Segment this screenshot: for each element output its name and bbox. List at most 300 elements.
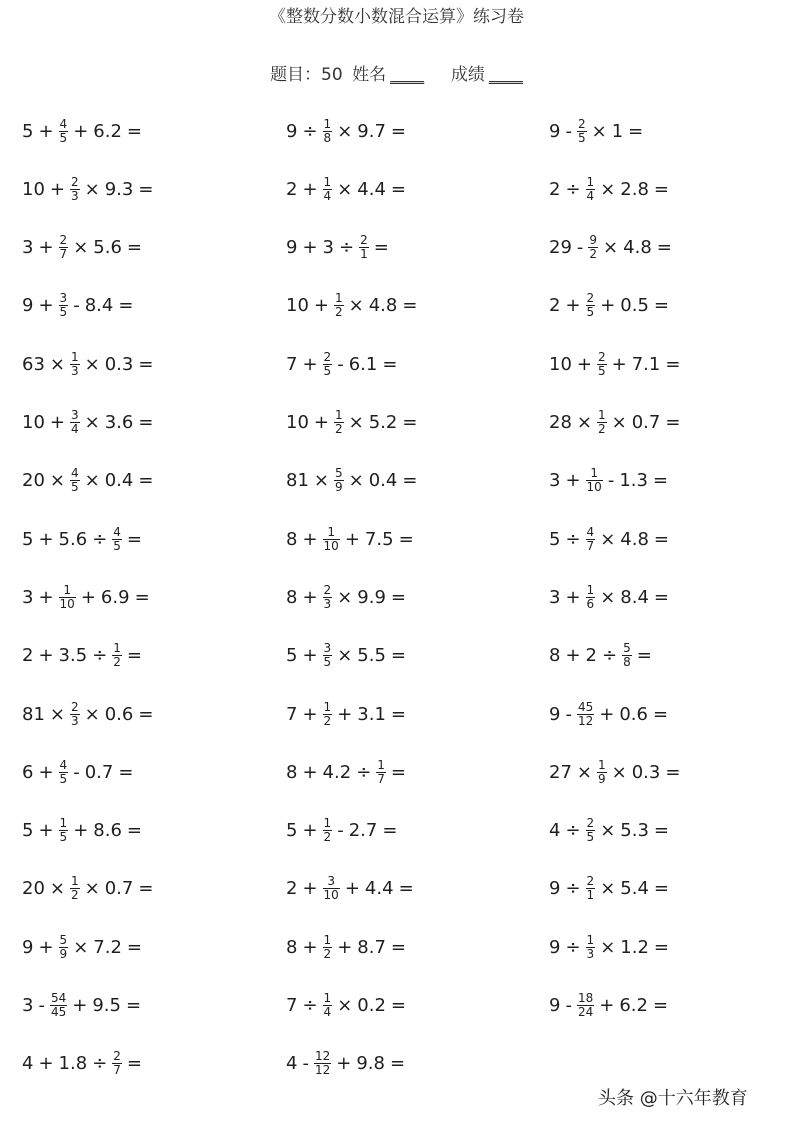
fraction-numerator: 2 bbox=[360, 233, 368, 248]
expression-token: 10 bbox=[286, 412, 309, 433]
expression-token: 5.5 bbox=[357, 645, 386, 667]
fraction-numerator: 2 bbox=[586, 874, 595, 889]
expression-token: 9 bbox=[549, 995, 561, 1016]
fraction-numerator: 2 bbox=[577, 116, 586, 131]
expression-token: 5.2 bbox=[368, 412, 398, 433]
expression-token: ÷ bbox=[565, 936, 581, 958]
fraction-numerator: 1 bbox=[323, 991, 332, 1005]
expression-token: 63 bbox=[22, 353, 45, 375]
problem-item bbox=[22, 746, 138, 798]
fraction-denominator: 5 bbox=[577, 130, 586, 145]
expression-token: 3 bbox=[22, 995, 34, 1016]
expression-token: = bbox=[653, 178, 670, 200]
fraction-denominator: 2 bbox=[323, 946, 332, 961]
expression-token: 0.3 bbox=[104, 353, 134, 375]
fraction bbox=[59, 292, 69, 319]
expression-token: 2 bbox=[549, 178, 561, 200]
fraction-numerator: 2 bbox=[71, 699, 79, 714]
expression-token: = bbox=[390, 586, 407, 608]
fraction-denominator: 10 bbox=[323, 888, 339, 903]
expression-token: - bbox=[302, 1053, 309, 1075]
fraction-numerator: 1 bbox=[323, 816, 332, 831]
expression-token: - bbox=[38, 995, 45, 1016]
fraction-denominator: 2 bbox=[598, 422, 606, 436]
fraction-denominator: 5 bbox=[59, 305, 68, 320]
problem-item bbox=[22, 397, 158, 449]
expression-token: + bbox=[49, 178, 65, 200]
expression-token: × bbox=[337, 178, 353, 200]
expression-token: = bbox=[134, 586, 150, 608]
fraction bbox=[586, 875, 596, 902]
expression-token: = bbox=[138, 178, 154, 200]
expression-token: 7 bbox=[286, 703, 298, 725]
expression-token: 2 bbox=[286, 178, 298, 200]
expression-token: 7 bbox=[286, 995, 298, 1016]
expression-token: × bbox=[611, 412, 627, 433]
expression-token: 8 bbox=[549, 645, 561, 667]
fraction bbox=[323, 817, 333, 844]
expression-token: = bbox=[138, 470, 154, 492]
fraction-numerator: 1 bbox=[323, 116, 332, 131]
fraction bbox=[334, 467, 344, 494]
fraction-numerator: 45 bbox=[577, 699, 594, 714]
problem-item bbox=[549, 863, 674, 915]
fraction-denominator: 4 bbox=[323, 1005, 332, 1019]
expression-token: 4.8 bbox=[620, 528, 649, 550]
fraction-denominator: 9 bbox=[59, 946, 68, 961]
expression-token: ÷ bbox=[92, 1053, 108, 1075]
expression-token: 3.5 bbox=[58, 645, 88, 667]
expression-token: × bbox=[84, 703, 100, 725]
problem-item bbox=[549, 980, 673, 1032]
expression-token: 5 bbox=[22, 528, 34, 550]
expression-token: + bbox=[302, 353, 318, 375]
expression-token: 4.4 bbox=[357, 178, 386, 200]
expression-token: + bbox=[302, 237, 318, 259]
expression-token: + bbox=[302, 761, 318, 783]
fraction-numerator: 2 bbox=[113, 1049, 121, 1064]
fraction-denominator: 5 bbox=[59, 830, 68, 845]
problem-item bbox=[22, 163, 158, 215]
problem-item bbox=[286, 863, 419, 915]
expression-token: 7.2 bbox=[93, 936, 122, 958]
problem-item bbox=[549, 571, 674, 623]
expression-token: × bbox=[337, 120, 353, 142]
expression-token: 8.4 bbox=[84, 295, 114, 317]
expression-token: = bbox=[126, 820, 143, 842]
score-label: 成绩 bbox=[450, 65, 485, 85]
expression-token: 10 bbox=[22, 412, 45, 433]
expression-token: × bbox=[73, 237, 89, 259]
fraction bbox=[323, 526, 340, 553]
expression-token: × bbox=[576, 412, 592, 433]
fraction-numerator: 1 bbox=[586, 174, 595, 189]
fraction bbox=[588, 234, 598, 261]
fraction bbox=[334, 409, 344, 436]
expression-token: = bbox=[390, 761, 407, 783]
fraction bbox=[323, 176, 333, 203]
expression-token: 3 bbox=[22, 586, 34, 608]
expression-token: = bbox=[402, 412, 418, 433]
problem-item bbox=[549, 805, 674, 857]
fraction-numerator: 2 bbox=[71, 174, 79, 189]
fraction-denominator: 5 bbox=[323, 655, 332, 670]
expression-token: = bbox=[390, 703, 407, 725]
fraction-denominator: 2 bbox=[113, 655, 121, 670]
fraction bbox=[323, 642, 333, 669]
expression-token: 5 bbox=[549, 528, 561, 550]
expression-token: 3 bbox=[322, 237, 334, 259]
fraction-denominator: 2 bbox=[589, 247, 598, 262]
expression-token: 9.3 bbox=[104, 178, 134, 200]
expression-token: × bbox=[337, 645, 353, 667]
fraction bbox=[597, 409, 607, 436]
fraction-numerator: 1 bbox=[71, 874, 79, 889]
name-blank[interactable]: ____ bbox=[390, 65, 425, 85]
question-count: 题目：50 bbox=[270, 65, 343, 85]
problem-item bbox=[22, 513, 147, 565]
expression-token: - bbox=[607, 470, 615, 492]
expression-token: × bbox=[600, 528, 616, 550]
expression-token: 4 bbox=[22, 1053, 34, 1075]
expression-token: = bbox=[652, 995, 669, 1016]
fraction-denominator: 7 bbox=[586, 538, 595, 553]
fraction-numerator: 1 bbox=[59, 816, 68, 831]
fraction-denominator: 12 bbox=[577, 713, 594, 728]
expression-token: 2 bbox=[22, 645, 34, 667]
expression-token: 9.9 bbox=[357, 586, 386, 608]
fraction bbox=[112, 1050, 122, 1077]
expression-token: = bbox=[125, 995, 142, 1016]
expression-token: + bbox=[565, 295, 581, 317]
expression-token: - bbox=[576, 237, 584, 259]
fraction-numerator: 1 bbox=[598, 408, 606, 422]
expression-token: 4.8 bbox=[623, 237, 652, 259]
expression-token: + bbox=[73, 120, 89, 142]
fraction-denominator: 10 bbox=[323, 538, 339, 553]
expression-token: + bbox=[576, 353, 592, 375]
fraction-numerator: 3 bbox=[327, 874, 335, 889]
fraction bbox=[577, 992, 594, 1019]
fraction-denominator: 2 bbox=[323, 713, 332, 728]
expression-token: = bbox=[138, 412, 154, 433]
expression-token: 3 bbox=[22, 237, 34, 259]
fraction bbox=[586, 934, 596, 961]
expression-token: = bbox=[126, 1053, 143, 1075]
expression-token: = bbox=[126, 237, 143, 259]
fraction-numerator: 3 bbox=[323, 641, 332, 656]
expression-token: 5.4 bbox=[620, 878, 649, 900]
expression-token: + bbox=[302, 936, 318, 958]
problem-item bbox=[286, 163, 411, 215]
fraction bbox=[323, 701, 333, 728]
expression-token: 1.8 bbox=[58, 1053, 88, 1075]
expression-token: 0.4 bbox=[368, 470, 398, 492]
expression-token: 2 bbox=[286, 878, 298, 900]
expression-token: 81 bbox=[286, 470, 309, 492]
expression-token: = bbox=[398, 528, 414, 550]
fraction-denominator: 24 bbox=[577, 1005, 594, 1019]
expression-token: 8 bbox=[286, 761, 298, 783]
expression-token: 0.4 bbox=[104, 470, 134, 492]
fraction-denominator: 1 bbox=[586, 888, 595, 903]
problem-item bbox=[286, 280, 422, 332]
fraction-numerator: 3 bbox=[71, 408, 79, 422]
fraction-denominator: 2 bbox=[323, 830, 332, 845]
expression-token: + bbox=[599, 703, 615, 725]
expression-token: 0.7 bbox=[104, 878, 134, 900]
expression-token: × bbox=[603, 237, 619, 259]
expression-token: = bbox=[653, 295, 670, 317]
expression-token: - bbox=[337, 353, 344, 375]
fraction-numerator: 1 bbox=[586, 932, 595, 947]
fraction-numerator: 1 bbox=[335, 408, 343, 422]
expression-token: 29 bbox=[549, 237, 572, 259]
expression-token: × bbox=[84, 878, 100, 900]
fraction-denominator: 5 bbox=[598, 363, 606, 378]
expression-token: - bbox=[565, 703, 572, 725]
problem-item bbox=[549, 513, 674, 565]
expression-token: + bbox=[565, 470, 581, 492]
problem-item bbox=[22, 921, 147, 973]
expression-token: + bbox=[599, 995, 615, 1016]
problem-item bbox=[22, 280, 138, 332]
expression-token: = bbox=[118, 295, 134, 317]
fraction-numerator: 4 bbox=[71, 466, 79, 481]
problem-item bbox=[549, 397, 685, 449]
expression-token: × bbox=[348, 295, 364, 317]
expression-token: + bbox=[565, 645, 581, 667]
expression-token: ÷ bbox=[92, 645, 108, 667]
expression-token: ÷ bbox=[565, 878, 581, 900]
fraction-numerator: 1 bbox=[323, 699, 332, 714]
expression-token: = bbox=[138, 353, 154, 375]
expression-token: 8.4 bbox=[620, 586, 649, 608]
expression-token: × bbox=[49, 878, 65, 900]
expression-token: ÷ bbox=[92, 528, 108, 550]
expression-token: 3.6 bbox=[104, 412, 134, 433]
expression-token: × bbox=[591, 120, 607, 142]
fraction-denominator: 5 bbox=[586, 305, 595, 320]
problem-item bbox=[286, 921, 411, 973]
expression-token: 3 bbox=[549, 470, 561, 492]
problem-item bbox=[286, 397, 422, 449]
expression-token: = bbox=[402, 295, 418, 317]
expression-token: 2.8 bbox=[620, 178, 649, 200]
expression-token: 7.5 bbox=[364, 528, 394, 550]
expression-token: 9 bbox=[549, 936, 561, 958]
expression-token: 5 bbox=[286, 645, 298, 667]
fraction-denominator: 3 bbox=[71, 363, 79, 378]
expression-token: 10 bbox=[286, 295, 309, 317]
expression-token: = bbox=[382, 820, 398, 842]
fraction-denominator: 4 bbox=[586, 188, 595, 203]
expression-token: × bbox=[313, 470, 329, 492]
expression-token: - bbox=[73, 761, 80, 783]
fraction bbox=[586, 467, 603, 494]
fraction bbox=[112, 642, 122, 669]
expression-token: × bbox=[348, 470, 364, 492]
problem-item bbox=[549, 746, 685, 798]
problem-item bbox=[22, 222, 147, 274]
expression-token: 9.5 bbox=[92, 995, 121, 1016]
expression-token: + bbox=[302, 878, 318, 900]
expression-token: 6.1 bbox=[348, 353, 378, 375]
fraction-numerator: 4 bbox=[59, 116, 68, 131]
problem-item bbox=[286, 222, 394, 274]
expression-token: + bbox=[313, 295, 329, 317]
fraction bbox=[50, 992, 67, 1019]
problem-item bbox=[286, 746, 411, 798]
expression-token: = bbox=[656, 237, 672, 259]
fraction bbox=[323, 934, 333, 961]
expression-token: = bbox=[118, 761, 134, 783]
expression-token: + bbox=[313, 412, 329, 433]
fraction-denominator: 2 bbox=[71, 888, 79, 903]
fraction-numerator: 12 bbox=[314, 1049, 331, 1064]
expression-token: 5.6 bbox=[93, 237, 122, 259]
fraction-denominator: 7 bbox=[113, 1063, 121, 1078]
expression-token: = bbox=[126, 120, 143, 142]
expression-token: 4.4 bbox=[364, 878, 394, 900]
fraction bbox=[70, 701, 80, 728]
fraction-numerator: 4 bbox=[113, 524, 121, 539]
expression-token: 6.2 bbox=[619, 995, 648, 1016]
expression-token: + bbox=[38, 820, 54, 842]
problem-item bbox=[22, 805, 147, 857]
fraction bbox=[597, 351, 607, 378]
expression-token: = bbox=[126, 528, 143, 550]
fraction-denominator: 5 bbox=[323, 363, 332, 378]
expression-token: = bbox=[390, 995, 407, 1016]
expression-token: - bbox=[565, 995, 572, 1016]
expression-token: = bbox=[665, 412, 681, 433]
expression-token: = bbox=[389, 1053, 406, 1075]
expression-token: + bbox=[38, 1053, 54, 1075]
expression-token: 0.7 bbox=[631, 412, 661, 433]
fraction bbox=[323, 992, 333, 1019]
expression-token: = bbox=[126, 936, 143, 958]
expression-token: 20 bbox=[22, 470, 45, 492]
problem-item bbox=[286, 1038, 410, 1090]
expression-token: ÷ bbox=[565, 178, 581, 200]
expression-token: × bbox=[600, 178, 616, 200]
fraction-denominator: 12 bbox=[314, 1063, 331, 1078]
expression-token: 10 bbox=[549, 353, 572, 375]
expression-token: + bbox=[302, 703, 318, 725]
expression-token: 10 bbox=[22, 178, 45, 200]
expression-token: 5 bbox=[22, 820, 34, 842]
problem-item bbox=[22, 455, 158, 507]
problem-item bbox=[549, 338, 685, 390]
expression-token: 7 bbox=[286, 353, 298, 375]
fraction bbox=[359, 234, 369, 261]
expression-token: + bbox=[302, 178, 318, 200]
expression-token: 8 bbox=[286, 586, 298, 608]
fraction-denominator: 4 bbox=[323, 188, 332, 203]
expression-token: 8 bbox=[286, 936, 298, 958]
expression-token: 1.2 bbox=[620, 936, 649, 958]
fraction-numerator: 5 bbox=[59, 932, 68, 947]
fraction bbox=[59, 234, 69, 261]
expression-token: = bbox=[390, 120, 407, 142]
problem-item bbox=[286, 571, 411, 623]
expression-token: = bbox=[652, 470, 669, 492]
fraction-numerator: 4 bbox=[586, 524, 595, 539]
expression-token: 9.7 bbox=[357, 120, 386, 142]
problem-item bbox=[549, 630, 657, 682]
fraction-numerator: 1 bbox=[63, 582, 71, 597]
expression-token: + bbox=[38, 936, 54, 958]
fraction-denominator: 5 bbox=[71, 480, 79, 495]
expression-token: ÷ bbox=[339, 237, 355, 259]
fraction-denominator: 2 bbox=[335, 422, 343, 436]
fraction bbox=[314, 1050, 331, 1077]
expression-token: 0.6 bbox=[619, 703, 648, 725]
expression-token: + bbox=[49, 412, 65, 433]
fraction bbox=[586, 526, 596, 553]
expression-token: 4.2 bbox=[322, 761, 352, 783]
expression-token: 9 bbox=[549, 120, 561, 142]
expression-token: 8.6 bbox=[93, 820, 122, 842]
expression-token: 9.8 bbox=[356, 1053, 385, 1075]
expression-token: 3 bbox=[549, 586, 561, 608]
expression-token: 28 bbox=[549, 412, 572, 433]
fraction bbox=[586, 584, 596, 611]
expression-token: ÷ bbox=[602, 645, 618, 667]
fraction-numerator: 1 bbox=[598, 757, 606, 772]
expression-token: + bbox=[337, 703, 353, 725]
expression-token: 2 bbox=[585, 645, 597, 667]
expression-token: = bbox=[138, 703, 154, 725]
expression-token: × bbox=[84, 353, 100, 375]
name-label: 姓名 bbox=[352, 65, 387, 85]
expression-token: - bbox=[73, 295, 80, 317]
fraction-numerator: 1 bbox=[71, 349, 79, 364]
fraction bbox=[70, 409, 80, 436]
fraction-numerator: 2 bbox=[323, 582, 332, 597]
expression-token: = bbox=[665, 761, 681, 783]
fraction-numerator: 1 bbox=[113, 641, 121, 656]
expression-token: = bbox=[373, 237, 389, 259]
expression-token: 6 bbox=[22, 761, 34, 783]
page-title: 《整数分数小数混合运算》练习卷 bbox=[269, 7, 524, 27]
expression-token: × bbox=[600, 586, 616, 608]
fraction-numerator: 2 bbox=[323, 349, 332, 364]
expression-token: 6.2 bbox=[93, 120, 122, 142]
score-blank[interactable]: ____ bbox=[488, 65, 523, 85]
expression-token: × bbox=[600, 878, 616, 900]
expression-token: 20 bbox=[22, 878, 45, 900]
expression-token: 8.7 bbox=[357, 936, 386, 958]
problem-item bbox=[22, 863, 158, 915]
fraction-numerator: 1 bbox=[323, 174, 332, 189]
expression-token: 0.3 bbox=[631, 761, 661, 783]
fraction bbox=[59, 759, 69, 786]
fraction-denominator: 5 bbox=[59, 771, 68, 786]
expression-token: 9 bbox=[286, 237, 298, 259]
expression-token: + bbox=[38, 120, 54, 142]
fraction-denominator: 10 bbox=[59, 596, 75, 611]
expression-token: × bbox=[600, 820, 616, 842]
expression-token: = bbox=[390, 178, 407, 200]
expression-token: ÷ bbox=[302, 995, 318, 1016]
expression-token: = bbox=[653, 936, 670, 958]
problem-item bbox=[286, 805, 402, 857]
fraction-numerator: 2 bbox=[586, 816, 595, 831]
problem-item bbox=[549, 921, 674, 973]
expression-token: + bbox=[80, 586, 96, 608]
